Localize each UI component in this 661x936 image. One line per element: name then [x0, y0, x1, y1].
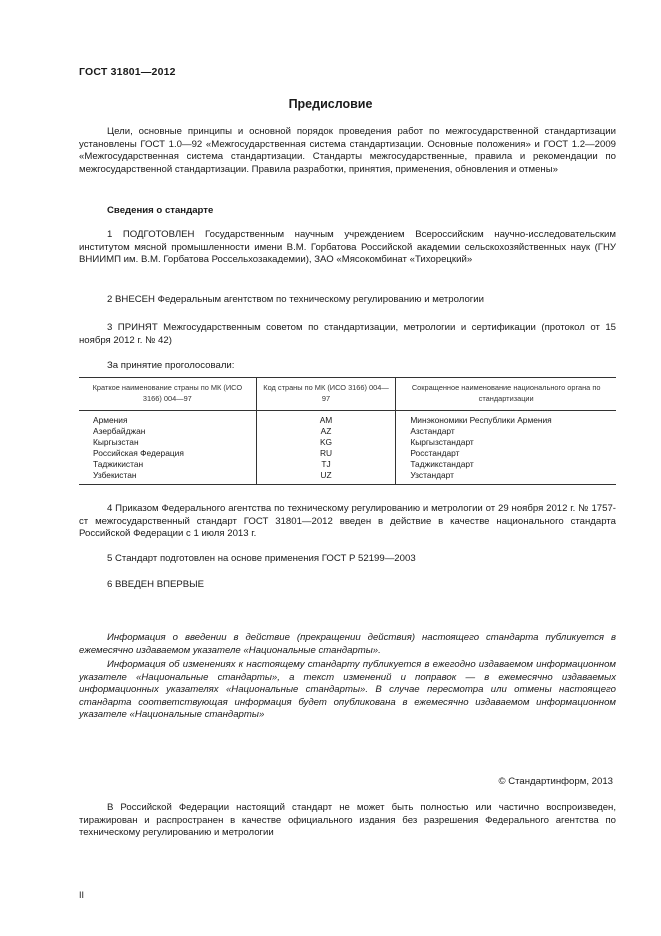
table-row	[79, 411, 616, 427]
page-title: Предисловие	[288, 97, 373, 111]
table-row	[79, 437, 616, 448]
voting-countries-table	[79, 377, 616, 485]
standards-body: Таджикстандарт	[396, 459, 616, 470]
column-header-country: Краткое наименование страны по МК (ИСО 3166) 004—97	[79, 378, 256, 411]
standards-body: Минэкономики Республики Армения	[396, 411, 616, 427]
country-code: KG	[256, 437, 396, 448]
country-name: Российская Федерация	[93, 448, 184, 458]
country-name: Узбекистан	[79, 470, 256, 485]
country-name: Кыргызстан	[93, 437, 139, 447]
section-heading: Сведения о стандарте	[107, 205, 214, 216]
column-header-code: Код страны по МК (ИСО 3166) 004—97	[256, 378, 396, 411]
item-1	[79, 229, 616, 267]
table-row	[79, 470, 616, 485]
item-6	[79, 579, 616, 592]
item-6-text: 6 ВВЕДЕН ВПЕРВЫЕ	[107, 579, 205, 590]
vote-label-text: За принятие проголосовали:	[107, 360, 235, 371]
country-code: AZ	[256, 426, 396, 437]
intro-paragraph	[79, 126, 616, 176]
item-5-text: 5 Стандарт подготовлен на основе применения ГОСТ Р 52199—2003	[107, 553, 416, 564]
notice-1-text: Информация о введении в действие (прекращении действия) настоящего стандарта публикуется в ежемесячно издаваемом указателе «Национальные стандарты».	[79, 632, 616, 656]
country-code: UZ	[256, 470, 396, 485]
notice-paragraph-1	[79, 632, 616, 657]
item-2-text: 2 ВНЕСЕН Федеральным агентством по техническому регулированию и метрологии	[107, 294, 485, 305]
item-3	[79, 322, 616, 347]
country-name: Азербайджан	[93, 426, 146, 436]
country-code: TJ	[256, 459, 396, 470]
country-code: AM	[256, 411, 396, 427]
item-4-text: 4 Приказом Федерального агентства по техническому регулированию и метрологии от 29 ноября 2012 г. № 1757-ст межгосударственный стандарт ГОСТ 31801—2012 введен в действие в качестве национального стандарта Российской Федерации с 1 июля 2013 г.	[79, 503, 616, 539]
country-name: Таджикистан	[93, 459, 144, 469]
page-number: II	[79, 890, 85, 900]
item-5	[79, 553, 616, 566]
table-row	[79, 448, 616, 459]
standards-body: Кыргызстандарт	[396, 437, 616, 448]
item-1-text: 1 ПОДГОТОВЛЕН Государственным научным учреждением Всероссийским научно-исследовательским институтом мясной промышленности имени В.М. Горбатова Российской академии сельскохозяйственных наук (ГНУ ВНИИМП им. В.М. Горбатова Россельхозакадемии), ЗАО «Мясокомбинат «Тихорецкий»	[79, 229, 616, 265]
legal-notice-text: В Российской Федерации настоящий стандарт не может быть полностью или частично воспроизведен, тиражирован и распространен в качестве официального издания без разрешения Федерального агентства по техническому регулированию и метрологии	[79, 802, 616, 838]
table-row	[79, 459, 616, 470]
table-header-row	[79, 378, 616, 411]
country-code: RU	[256, 448, 396, 459]
item-4	[79, 503, 616, 541]
column-header-body: Сокращенное наименование национального органа по стандартизации	[396, 378, 616, 411]
notice-paragraph-2	[79, 659, 616, 722]
vote-label	[79, 360, 616, 373]
standards-body: Азстандарт	[396, 426, 616, 437]
item-3-text: 3 ПРИНЯТ Межгосударственным советом по стандартизации, метрологии и сертификации (протокол от 15 ноября 2012 г. № 42)	[79, 322, 616, 346]
document-code: ГОСТ 31801—2012	[79, 66, 176, 78]
standards-body: Росстандарт	[396, 448, 616, 459]
legal-notice	[79, 802, 616, 840]
copyright: © Стандартинформ, 2013	[498, 776, 613, 787]
country-name: Армения	[93, 415, 128, 425]
intro-text: Цели, основные принципы и основной порядок проведения работ по межгосударственной стандартизации установлены ГОСТ 1.0—92 «Межгосударственная система стандартизации. Основные положения» и ГОСТ 1.2—2009 «Межгосударственная система стандартизации. Стандарты межгосударственные, правила и рекомендации по межгосударственной стандартизации. Правила разработки, принятия, применения, обновления и отмены»	[79, 126, 616, 175]
item-2	[79, 294, 616, 307]
standards-body: Узстандарт	[396, 470, 616, 485]
table-row	[79, 426, 616, 437]
notice-2-text: Информация об изменениях к настоящему стандарту публикуется в ежегодно издаваемом информационном указателе «Национальные стандарты», а текст изменений и поправок — в ежемесячно издаваемых информационных указателях «Национальные стандарты». В случае пересмотра или отмены настоящего стандарта соответствующая информация будет опубликована в ежемесячно издаваемом информационном указателе «Национальные стандарты»	[79, 659, 616, 720]
